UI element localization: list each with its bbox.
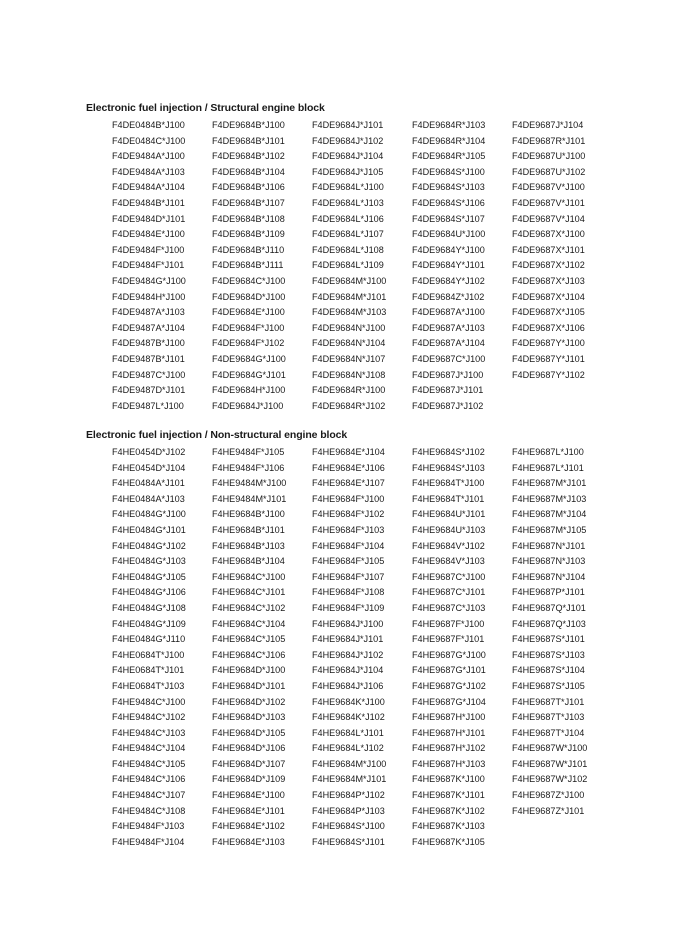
engine-code: F4DE9684J*J101: [312, 120, 384, 130]
engine-code: F4HE0484G*J110: [112, 634, 186, 645]
engine-code: F4HE9684F*J109: [312, 602, 385, 613]
engine-code: F4HE9484F*J103: [112, 821, 185, 832]
engine-code: F4HE0484G*J106: [112, 587, 186, 598]
engine-code: F4DE9684N*J100: [312, 322, 386, 333]
engine-code: F4DE9687X*J103: [512, 275, 585, 286]
engine-code: F4HE9687G*J104: [412, 696, 486, 707]
engine-code: F4HE9684C*J101: [212, 587, 286, 598]
code-column: [212, 118, 312, 414]
engine-code: F4DE9684H*J100: [212, 385, 286, 396]
engine-code: F4HE9684F*J104: [312, 540, 385, 551]
code-column: [412, 118, 512, 414]
engine-code: F4HE0484G*J105: [112, 571, 186, 582]
engine-code: F4HE9684D*J102: [212, 696, 286, 707]
engine-code: F4DE9687X*J106: [512, 322, 585, 333]
engine-code: F4HE9684L*J101: [312, 727, 384, 738]
engine-code: F4DE9684S*J100: [412, 166, 485, 177]
engine-code: F4HE9684C*J104: [212, 618, 286, 629]
engine-code: F4HE9684D*J105: [212, 727, 286, 738]
engine-code: F4HE9684E*J102: [212, 821, 285, 832]
engine-code: F4HE9684P*J102: [312, 790, 385, 801]
engine-code: F4DE9684B*J111: [212, 260, 284, 271]
engine-code: F4HE9687G*J100: [412, 649, 486, 660]
engine-code: F4HE9687C*J100: [412, 571, 486, 582]
engine-code: F4DE9684F*J102: [212, 338, 285, 349]
engine-code: F4HE9484C*J103: [112, 727, 186, 738]
engine-code: F4HE0684T*J101: [112, 665, 185, 676]
engine-code: F4HE9687H*J100: [412, 712, 486, 723]
engine-code: F4HE9684C*J102: [212, 602, 286, 613]
engine-code: F4HE9684F*J108: [312, 587, 385, 598]
engine-code: F4DE9684R*J104: [412, 135, 486, 146]
engine-code: F4HE9484F*J104: [112, 836, 185, 847]
engine-code: F4HE9484C*J107: [112, 790, 186, 801]
engine-code: F4DE9687J*J100: [412, 369, 484, 380]
engine-code: F4DE9687V*J104: [512, 213, 585, 224]
engine-code: F4DE9684M*J101: [312, 291, 387, 302]
engine-code: F4HE0454D*J104: [112, 462, 186, 473]
engine-code: F4HE9687F*J100: [412, 618, 485, 629]
engine-code: F4HE9684C*J105: [212, 634, 286, 645]
engine-code: F4DE9684S*J103: [412, 182, 485, 193]
engine-code: F4HE0484G*J108: [112, 602, 186, 613]
engine-code: F4HE9687G*J101: [412, 665, 486, 676]
engine-code: F4DE9484A*J104: [112, 182, 185, 193]
engine-code: F4DE9684L*J109: [312, 260, 384, 271]
engine-code: F4HE9687Z*J100: [512, 790, 585, 801]
engine-code: F4DE9687Y*J100: [512, 338, 585, 349]
engine-code: F4HE9687K*J101: [412, 790, 485, 801]
engine-code: F4HE9484C*J106: [112, 774, 186, 785]
engine-code: F4DE9684D*J100: [212, 291, 286, 302]
engine-code: F4HE0484G*J103: [112, 556, 186, 567]
engine-code: F4HE9687W*J100: [512, 743, 588, 754]
engine-code: F4HE9684D*J103: [212, 712, 286, 723]
engine-code: F4HE9684F*J107: [312, 571, 385, 582]
engine-code: F4HE9684S*J100: [312, 821, 385, 832]
engine-code: F4HE9687M*J104: [512, 509, 587, 520]
engine-code: F4DE9684J*J102: [312, 135, 384, 146]
engine-code: F4DE9684L*J107: [312, 229, 384, 240]
engine-code: F4DE9684R*J105: [412, 151, 486, 162]
engine-code: F4HE9684U*J101: [412, 509, 486, 520]
engine-code: F4HE9687K*J103: [412, 821, 485, 832]
engine-code: F4HE9684E*J100: [212, 790, 285, 801]
engine-code: F4DE9687Y*J101: [512, 353, 585, 364]
engine-code: F4HE9684D*J106: [212, 743, 286, 754]
code-column: [212, 445, 312, 850]
engine-code: F4HE9687S*J105: [512, 680, 585, 691]
engine-code: F4DE9684J*J105: [312, 166, 384, 177]
engine-code: F4DE9484E*J100: [112, 229, 185, 240]
engine-code: F4HE9687L*J101: [512, 462, 584, 473]
engine-code: F4DE9684F*J100: [212, 322, 285, 333]
engine-code: F4HE0484G*J100: [112, 509, 186, 520]
engine-code: F4DE9684L*J108: [312, 244, 384, 255]
engine-code: F4DE9684Z*J102: [412, 291, 485, 302]
engine-code: F4HE9684J*J100: [312, 618, 384, 629]
engine-code: F4DE9487L*J100: [112, 400, 184, 411]
engine-code: F4HE9687S*J104: [512, 665, 585, 676]
engine-code: F4HE9684B*J103: [212, 540, 285, 551]
engine-code: F4HE0454D*J102: [112, 447, 186, 457]
engine-code: F4HE9687S*J103: [512, 649, 585, 660]
engine-code: F4DE9684B*J102: [212, 151, 285, 162]
engine-code: F4HE0684T*J100: [112, 649, 185, 660]
engine-code: F4DE9484G*J100: [112, 275, 186, 286]
engine-code: F4HE9684L*J102: [312, 743, 384, 754]
engine-code: F4HE9687H*J101: [412, 727, 486, 738]
engine-code: F4DE9484F*J100: [112, 244, 185, 255]
engine-code: F4HE9684D*J109: [212, 774, 286, 785]
engine-code: F4HE0484G*J101: [112, 524, 186, 535]
engine-code: F4DE9684G*J101: [212, 369, 286, 380]
engine-code: F4HE9687W*J102: [512, 774, 588, 785]
engine-code: F4HE9484F*J105: [212, 447, 285, 457]
engine-code: F4DE9487D*J101: [112, 385, 186, 396]
engine-code: F4DE9484A*J100: [112, 151, 185, 162]
engine-code: F4HE9687S*J101: [512, 634, 585, 645]
engine-code: F4DE9687A*J103: [412, 322, 485, 333]
engine-code: F4HE9684F*J102: [312, 509, 385, 520]
engine-code: F4HE9687N*J101: [512, 540, 586, 551]
engine-code: F4HE9687M*J101: [512, 478, 587, 489]
engine-code: F4HE9687T*J104: [512, 727, 585, 738]
engine-code: F4DE9687A*J104: [412, 338, 485, 349]
engine-code: F4HE9684J*J106: [312, 680, 384, 691]
engine-code: F4HE9684S*J101: [312, 836, 385, 847]
engine-code: F4HE9684F*J103: [312, 524, 385, 535]
code-column: [312, 118, 412, 414]
engine-code: F4HE9687K*J102: [412, 805, 485, 816]
engine-code: F4DE9684Y*J101: [412, 260, 485, 271]
engine-code: F4HE9684T*J100: [412, 478, 485, 489]
engine-code: F4DE9487A*J104: [112, 322, 185, 333]
engine-code: F4DE9684Y*J102: [412, 275, 485, 286]
engine-code: F4HE9684E*J106: [312, 462, 385, 473]
engine-code: F4DE9684E*J100: [212, 307, 285, 318]
engine-code: F4HE9684J*J101: [312, 634, 384, 645]
engine-code: F4HE9687N*J103: [512, 556, 586, 567]
engine-code: F4HE9687M*J103: [512, 493, 587, 504]
engine-code: F4DE9684L*J106: [312, 213, 384, 224]
engine-code: F4HE9684F*J105: [312, 556, 385, 567]
engine-code: F4HE9684B*J100: [212, 509, 285, 520]
code-column: [112, 118, 212, 414]
engine-code: F4DE9684B*J101: [212, 135, 285, 146]
engine-code: F4HE9687Q*J103: [512, 618, 586, 629]
engine-code: F4HE9687T*J101: [512, 696, 585, 707]
engine-code: F4DE9687X*J100: [512, 229, 585, 240]
section-title: Electronic fuel injection / Structural engine block: [86, 102, 325, 114]
engine-code: F4HE9687T*J103: [512, 712, 585, 723]
engine-code: F4DE9684N*J104: [312, 338, 386, 349]
engine-code: F4DE9487C*J100: [112, 369, 186, 380]
engine-code: F4DE9684L*J103: [312, 197, 384, 208]
engine-code: F4HE9484C*J100: [112, 696, 186, 707]
engine-code: F4HE9484M*J100: [212, 478, 287, 489]
engine-code: F4DE9684B*J109: [212, 229, 285, 240]
engine-code: F4HE9684T*J101: [412, 493, 485, 504]
engine-code: F4HE9684D*J107: [212, 758, 286, 769]
engine-code: F4DE9487A*J103: [112, 307, 185, 318]
engine-code: F4HE9684J*J104: [312, 665, 384, 676]
engine-code: F4DE9684N*J108: [312, 369, 386, 380]
engine-code: F4HE9484C*J108: [112, 805, 186, 816]
engine-code: F4HE9684S*J102: [412, 447, 485, 457]
code-column: [512, 118, 612, 383]
engine-code: F4DE9687C*J100: [412, 353, 486, 364]
engine-code: F4HE9684F*J100: [312, 493, 385, 504]
engine-code: F4HE9484C*J105: [112, 758, 186, 769]
engine-code: F4HE9684C*J100: [212, 571, 286, 582]
section-title: Electronic fuel injection / Non-structural engine block: [86, 429, 348, 441]
engine-code: F4HE9684B*J104: [212, 556, 285, 567]
engine-code: F4HE9687P*J101: [512, 587, 585, 598]
engine-code: F4HE9684U*J103: [412, 524, 486, 535]
engine-code: F4DE9687J*J104: [512, 120, 584, 130]
engine-code: F4HE9684E*J101: [212, 805, 285, 816]
engine-code: F4DE0484B*J100: [112, 120, 185, 130]
engine-code: F4DE9687J*J102: [412, 400, 484, 411]
engine-code: F4DE9484B*J101: [112, 197, 185, 208]
code-column: [312, 445, 412, 850]
engine-code: F4DE9684B*J106: [212, 182, 285, 193]
engine-code: F4DE9684B*J107: [212, 197, 285, 208]
engine-code: F4HE9684V*J102: [412, 540, 485, 551]
engine-code: F4HE9684S*J103: [412, 462, 485, 473]
engine-code: F4HE9684C*J106: [212, 649, 286, 660]
engine-code: F4HE9684J*J102: [312, 649, 384, 660]
engine-code: F4DE9687A*J100: [412, 307, 485, 318]
engine-code: F4HE9684E*J103: [212, 836, 285, 847]
engine-code: F4HE0684T*J103: [112, 680, 185, 691]
engine-code: F4HE9687Z*J101: [512, 805, 585, 816]
engine-code: F4HE9684B*J101: [212, 524, 285, 535]
engine-code: F4HE9687G*J102: [412, 680, 486, 691]
engine-code: F4HE9684K*J102: [312, 712, 385, 723]
engine-code: F4HE9687N*J104: [512, 571, 586, 582]
engine-code: F4DE9687V*J100: [512, 182, 585, 193]
code-column: [412, 445, 512, 850]
engine-code: F4DE9684S*J107: [412, 213, 485, 224]
engine-code: F4DE9684U*J100: [412, 229, 486, 240]
engine-code: F4DE9684B*J110: [212, 244, 285, 255]
engine-code: F4HE0484A*J103: [112, 493, 185, 504]
engine-code: F4DE9684S*J106: [412, 197, 485, 208]
engine-code: F4DE9687R*J101: [512, 135, 586, 146]
engine-code: F4DE9687Y*J102: [512, 369, 585, 380]
engine-code: F4HE9684E*J104: [312, 447, 385, 457]
engine-code: F4HE9484F*J106: [212, 462, 285, 473]
engine-code: F4DE9684B*J104: [212, 166, 285, 177]
engine-code: F4HE9687K*J100: [412, 774, 485, 785]
engine-code: F4HE9484M*J101: [212, 493, 287, 504]
engine-code: F4DE9684M*J103: [312, 307, 387, 318]
engine-code: F4HE9684M*J100: [312, 758, 387, 769]
engine-code: F4HE9684P*J103: [312, 805, 385, 816]
engine-code: F4DE9687X*J102: [512, 260, 585, 271]
engine-code: F4HE9687M*J105: [512, 524, 587, 535]
engine-code: F4DE9484A*J103: [112, 166, 185, 177]
engine-code: F4DE9684N*J107: [312, 353, 386, 364]
engine-code: F4HE9684D*J100: [212, 665, 286, 676]
engine-code: F4DE9684R*J103: [412, 120, 486, 130]
engine-code: F4HE9684E*J107: [312, 478, 385, 489]
engine-code: F4DE9687X*J101: [512, 244, 585, 255]
engine-code: F4HE9684V*J103: [412, 556, 485, 567]
engine-code: F4DE9684M*J100: [312, 275, 387, 286]
engine-code: F4DE9484F*J101: [112, 260, 185, 271]
engine-code: F4DE9684Y*J100: [412, 244, 485, 255]
engine-code: F4DE9684B*J100: [212, 120, 285, 130]
engine-code: F4HE9687F*J101: [412, 634, 485, 645]
engine-code: F4HE9684D*J101: [212, 680, 286, 691]
engine-code: F4HE9484C*J102: [112, 712, 186, 723]
engine-code: F4DE9487B*J101: [112, 353, 185, 364]
engine-code: F4HE0484G*J102: [112, 540, 186, 551]
engine-code: F4DE9684L*J100: [312, 182, 384, 193]
engine-code: F4HE9484C*J104: [112, 743, 186, 754]
engine-code: F4HE9687C*J101: [412, 587, 486, 598]
engine-code: F4DE9684J*J100: [212, 400, 284, 411]
code-column: [512, 445, 612, 819]
engine-code: F4DE9684R*J102: [312, 400, 386, 411]
engine-code: F4DE9687X*J105: [512, 307, 585, 318]
engine-code: F4HE9684K*J100: [312, 696, 385, 707]
engine-code: F4HE9687L*J100: [512, 447, 584, 457]
engine-code: F4DE9484D*J101: [112, 213, 186, 224]
engine-code: F4DE9484H*J100: [112, 291, 186, 302]
engine-code: F4DE9684G*J100: [212, 353, 286, 364]
engine-code: F4HE9687Q*J101: [512, 602, 586, 613]
engine-code: F4DE9687J*J101: [412, 385, 484, 396]
engine-code: F4HE0484G*J109: [112, 618, 186, 629]
engine-code: F4DE9684R*J100: [312, 385, 386, 396]
engine-code: F4HE9687W*J101: [512, 758, 588, 769]
engine-code: F4DE9684B*J108: [212, 213, 285, 224]
engine-code: F4DE9684C*J100: [212, 275, 286, 286]
engine-code: F4HE9684M*J101: [312, 774, 387, 785]
engine-code: F4DE9687X*J104: [512, 291, 585, 302]
engine-code: F4DE9687U*J102: [512, 166, 586, 177]
engine-code: F4DE9687V*J101: [512, 197, 585, 208]
engine-code: F4HE9687C*J103: [412, 602, 486, 613]
engine-code: F4HE0484A*J101: [112, 478, 185, 489]
engine-code: F4DE9684J*J104: [312, 151, 384, 162]
engine-code: F4HE9687K*J105: [412, 836, 485, 847]
engine-code: F4DE9487B*J100: [112, 338, 185, 349]
engine-code: F4DE9687U*J100: [512, 151, 586, 162]
code-column: [112, 445, 212, 850]
engine-code: F4HE9687H*J102: [412, 743, 486, 754]
engine-code: F4HE9687H*J103: [412, 758, 486, 769]
engine-code: F4DE0484C*J100: [112, 135, 186, 146]
